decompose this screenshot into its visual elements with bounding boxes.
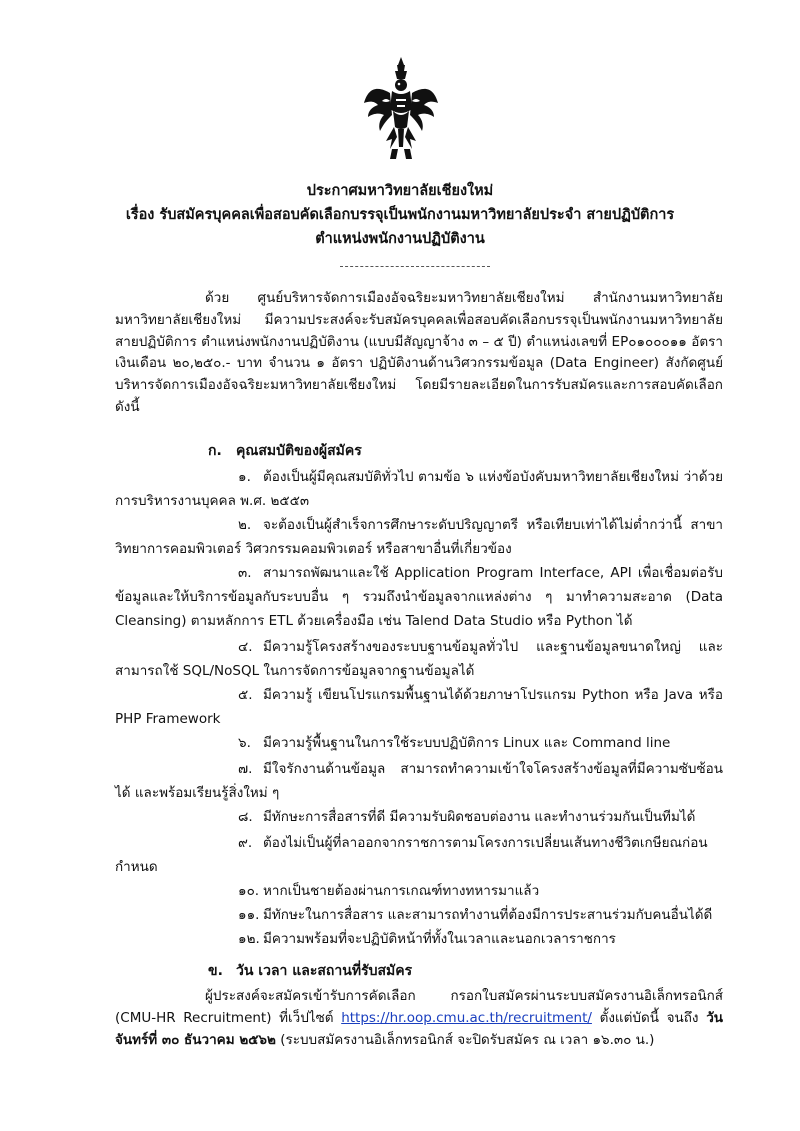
item-number: ๑๐. [238, 883, 260, 899]
application-paragraph [115, 986, 723, 1051]
item-number: ๔. [238, 639, 253, 655]
qualification-item [115, 758, 723, 806]
item-number: ๒. [238, 517, 252, 533]
qualification-item [115, 466, 723, 514]
title-divider [340, 266, 490, 267]
qualification-item [115, 636, 723, 684]
item-number: ๓. [238, 565, 252, 581]
item-text: สามารถพัฒนาและใช้ Application Program Interface, API เพื่อเชื่อมต่อรับข้อมูลและให้บริการข้อมูลกับระบบอื่น ๆ รวมถึงนำข้อมูลจากแหล่งต่าง ๆ มาทำความสะอาด (Data Cleansing) ตามหลักการ ETL ด้วยเครื่องมือ เช่น Talend Data Studio หรือ Python ได้ [115, 565, 723, 629]
item-text: มีทักษะในการสื่อสาร และสามารถทำงานที่ต้องมีการประสานร่วมกับคนอื่นได้ดี [263, 907, 713, 923]
item-number: ๑๒. [238, 931, 260, 947]
qualification-item [115, 806, 723, 830]
item-number: ๗. [238, 761, 253, 777]
item-text: มีใจรักงานด้านข้อมูล สามารถทำความเข้าใจโครงสร้างข้อมูลที่มีความซับซ้อนได้ และพร้อมเรียนรู้สิ่งใหม่ ๆ [115, 761, 723, 801]
qualification-item [115, 880, 723, 904]
item-number: ๖. [238, 735, 251, 751]
application-text [115, 986, 723, 1051]
announcement-title: ประกาศมหาวิทยาลัยเชียงใหม่ [306, 183, 494, 199]
qualification-item [115, 684, 723, 732]
qualification-item [115, 904, 723, 928]
item-number: ๕. [238, 687, 253, 703]
garuda-emblem-icon [362, 55, 440, 163]
item-number: ๑๑. [238, 907, 260, 923]
position-title: ตำแหน่งพนักงานปฏิบัติงาน [315, 231, 485, 247]
item-text: หากเป็นชายต้องผ่านการเกณฑ์ทางทหารมาแล้ว [263, 883, 540, 899]
section-a-title: คุณสมบัติของผู้สมัคร [236, 443, 362, 459]
item-text: มีความรู้พื้นฐานในการใช้ระบบปฏิบัติการ Linux และ Command line [263, 735, 671, 751]
item-number: ๙. [238, 835, 253, 851]
qualification-item [115, 562, 723, 633]
item-text: มีทักษะการสื่อสารที่ดี มีความรับผิดชอบต่องาน และทำงานร่วมกันเป็นทีมได้ [263, 809, 696, 825]
item-number: ๘. [238, 809, 253, 825]
qualification-item [115, 928, 723, 952]
section-b-letter: ข. [208, 963, 223, 979]
section-a-letter: ก. [208, 443, 222, 459]
qualification-item [115, 514, 723, 562]
intro-paragraph [115, 288, 723, 419]
application-text-start: ผู้ประสงค์จะสมัครเข้ารับการคัดเลือก กรอกใบสมัครผ่านระบบสมัครงานอิเล็กทรอนิกส์ (CMU-HR Recruitment) ที่เว็ปไซต์ [115, 988, 723, 1026]
announcement-subject: เรื่อง รับสมัครบุคคลเพื่อสอบคัดเลือกบรรจุเป็นพนักงานมหาวิทยาลัยประจำ สายปฏิบัติการ [125, 207, 675, 223]
deadline-date: วันจันทร์ที่ ๓๐ ธันวาคม ๒๕๖๒ [115, 1009, 723, 1048]
section-b-title: วัน เวลา และสถานที่รับสมัคร [236, 963, 413, 979]
item-text: จะต้องเป็นผู้สำเร็จการศึกษาระดับปริญญาตรี หรือเทียบเท่าได้ไม่ต่ำกว่านี้ สาขาวิทยาการคอมพิวเตอร์ วิศวกรรมคอมพิวเตอร์ หรือสาขาอื่นที่เกี่ยวข้อง [115, 517, 723, 557]
application-text-until: ตั้งแต่บัดนี้ จนถึง [599, 1009, 699, 1026]
section-a-heading [208, 440, 362, 462]
section-b-heading [208, 960, 412, 982]
item-text: มีความพร้อมที่จะปฏิบัติหน้าที่ทั้งในเวลาและนอกเวลาราชการ [263, 931, 616, 947]
deadline-note: (ระบบสมัครงานอิเล็กทรอนิกส์ จะปิดรับสมัคร ณ เวลา ๑๖.๓๐ น.) [280, 1031, 655, 1048]
item-text: มีความรู้โครงสร้างของระบบฐานข้อมูลทั่วไป และฐานข้อมูลขนาดใหญ่ และสามารถใช้ SQL/NoSQL ในการจัดการข้อมูลจากฐานข้อมูลได้ [115, 639, 723, 679]
item-text: ต้องไม่เป็นผู้ที่ลาออกจากราชการตามโครงการเปลี่ยนเส้นทางชีวิตเกษียณก่อนกำหนด [115, 835, 708, 875]
item-text: ต้องเป็นผู้มีคุณสมบัติทั่วไป ตามข้อ ๖ แห่งข้อบังคับมหาวิทยาลัยเชียงใหม่ ว่าด้วย การบริหารงานบุคคล พ.ศ. ๒๕๕๓ [115, 469, 723, 509]
item-number: ๑. [238, 469, 251, 485]
qualification-item [115, 732, 723, 756]
qualification-item [115, 832, 723, 880]
item-text: มีความรู้ เขียนโปรแกรมพื้นฐานได้ด้วยภาษาโปรแกรม Python หรือ Java หรือ PHP Framework [115, 687, 723, 727]
intro-text: ด้วย ศูนย์บริหารจัดการเมืองอัจฉริยะมหาวิทยาลัยเชียงใหม่ สำนักงานมหาวิทยาลัย มหาวิทยาลัยเชียงใหม่ มีความประสงค์จะรับสมัครบุคคลเพื่อสอบคัดเลือกบรรจุเป็นพนักงานมหาวิทยาลัย สายปฏิบัติการ ตำแหน่งพนักงานปฏิบัติงาน (แบบมีสัญญาจ้าง ๓ – ๕ ปี) ตำแหน่งเลขที่ EP๐๑๐๐๐๑๑ อัตราเงินเดือน ๒๐,๒๕๐.- บาท จำนวน ๑ อัตรา ปฏิบัติงานด้านวิศวกรรมข้อมูล (Data Engineer) สังกัดศูนย์บริหารจัดการเมืองอัจฉริยะมหาวิทยาลัยเชียงใหม่ โดยมีรายละเอียดในการรับสมัครและการสอบคัดเลือก ดังนี้ [115, 290, 723, 415]
recruitment-link[interactable]: https://hr.oop.cmu.ac.th/recruitment/ [341, 1009, 592, 1026]
